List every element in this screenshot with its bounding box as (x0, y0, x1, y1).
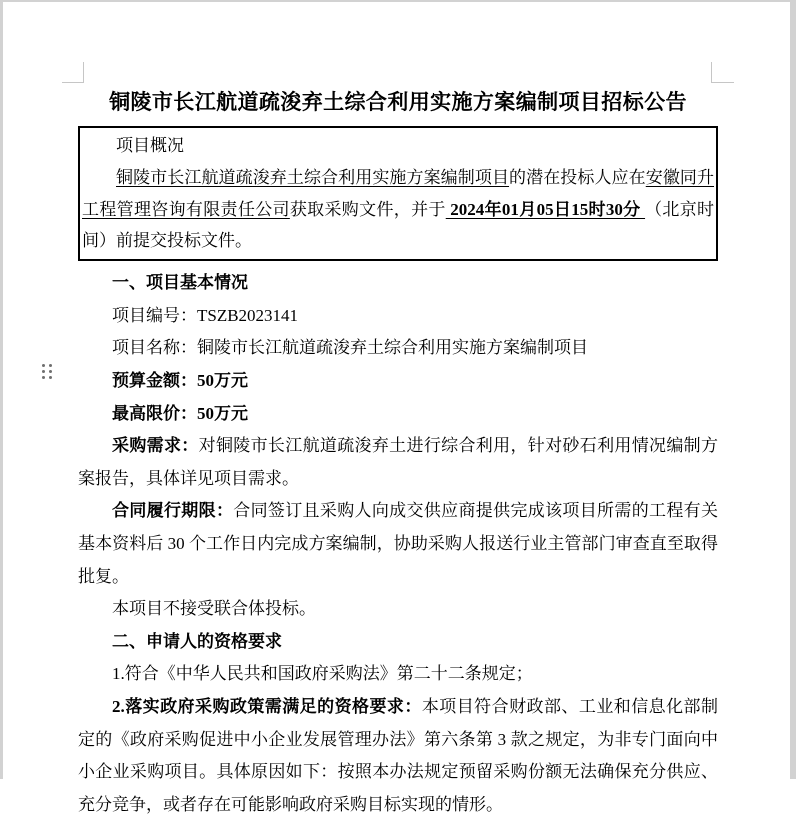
overview-text-run: 获取采购文件，并于 (289, 199, 446, 219)
agency-name-underlined: 安徽同升工程管理咨询有限责任公司 (82, 167, 715, 219)
app-background-edge-right (790, 0, 796, 779)
contract-term-text: 合同签订且采购人向成交供应商提供完成该项目所需的工程有关基本资料后 30 个工作日内完成方案编制，协助采购人报送行业主管部门审查直至取得批复。 (78, 501, 718, 586)
project-name-underlined: 铜陵市长江航道疏浚弃土综合利用实施方案编制项目 (116, 167, 510, 187)
document-title: 铜陵市长江航道疏浚弃土综合利用实施方案编制项目招标公告 (109, 91, 687, 114)
project-name-label: 项目名称： (112, 338, 197, 358)
qualification-item1: 1.符合《中华人民共和国政府采购法》第二十二条规定； (112, 664, 533, 684)
overview-heading: 项目概况 (116, 136, 184, 155)
project-name-value: 铜陵市长江航道疏浚弃土综合利用实施方案编制项目 (197, 338, 588, 358)
overview-paragraph (82, 162, 714, 257)
drag-handle-dots[interactable] (42, 364, 52, 379)
contract-term-label: 合同履行期限： (112, 501, 234, 521)
project-number-label: 项目编号： (112, 305, 197, 325)
procurement-demand-text: 对铜陵市长江航道疏浚弃土进行综合利用，针对砂石利用情况编制方案报告，具体详见项目需求。 (78, 436, 719, 488)
section1-heading: 一、项目基本情况 (112, 273, 248, 293)
qualification-item2 (78, 691, 718, 821)
contract-term-paragraph (78, 495, 718, 593)
project-overview-box (78, 126, 718, 261)
qualification-item2-label: 2.落实政府采购政策需满足的资格要求： (112, 696, 422, 716)
overview-text-run: （北京时间）前提交投标文件。 (82, 199, 715, 251)
overview-text-run: 的潜在投标人应在 (509, 167, 646, 187)
deadline-datetime: 2024年01月05日15时30分 (445, 199, 646, 219)
section2-heading: 二、申请人的资格要求 (112, 631, 282, 651)
max-price-line: 最高限价：50万元 (112, 403, 248, 423)
qualification-item2-text: 本项目符合财政部、工业和信息化部制定的《政府采购促进中小企业发展管理办法》第六条第 3 款之规定，为非专门面向中小企业采购项目。具体原因如下：按照本办法规定预留采购份额无法确保充分供应、充分竞争，或者存在可能影响政府采购目标实现的情形。 (78, 696, 719, 814)
document-canvas[interactable] (78, 0, 718, 821)
procurement-demand-paragraph (78, 430, 718, 495)
project-number-line (78, 300, 718, 333)
budget-line: 预算金额：50万元 (112, 370, 248, 390)
app-background-edge-left (0, 0, 3, 779)
procurement-demand-label: 采购需求： (112, 436, 199, 456)
joint-bid-note: 本项目不接受联合体投标。 (112, 599, 316, 619)
project-name-line (78, 332, 718, 365)
project-number-value: TSZB2023141 (197, 305, 299, 325)
